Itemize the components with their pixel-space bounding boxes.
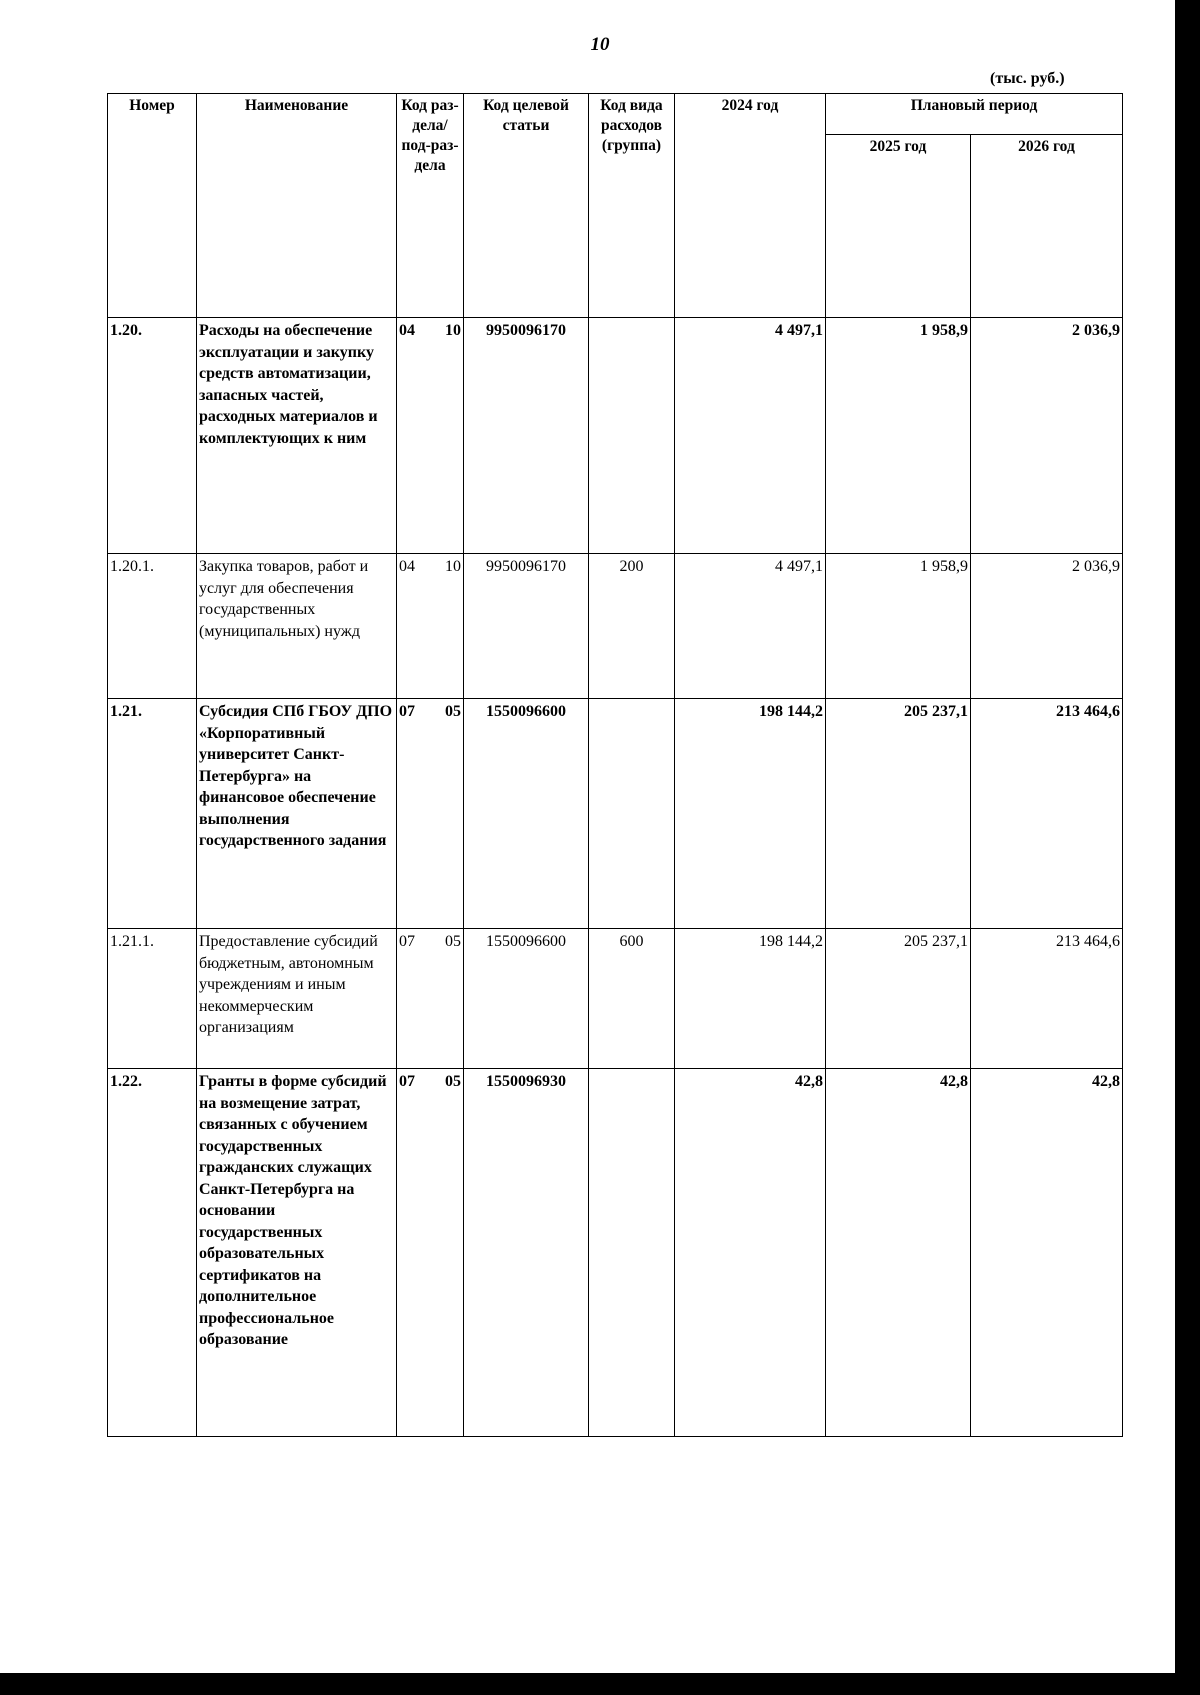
row-target-code: 1550096600 [464,699,589,929]
row-value-2024: 4 497,1 [675,554,826,699]
scan-border-right [1175,0,1200,1695]
subsection-code: 05 [445,933,461,950]
table-row [108,699,1123,929]
table-row [108,929,1123,1069]
table-row [108,554,1123,699]
header-year-2025: 2025 год [826,135,971,318]
row-target-code: 9950096170 [464,318,589,554]
units-label: (тыс. руб.) [990,70,1065,87]
row-value-2024: 42,8 [675,1069,826,1437]
row-value-2025: 42,8 [826,1069,971,1437]
row-expense-type: 600 [589,929,675,1069]
row-name: Закупка товаров, работ и услуг для обеспечения государственных (муниципальных) нужд [197,554,397,699]
section-code: 04 [399,322,415,339]
row-value-2026: 213 464,6 [971,929,1123,1069]
row-section-code [397,1069,464,1437]
header-planned-period: Плановый период [826,94,1123,135]
row-value-2026: 42,8 [971,1069,1123,1437]
row-target-code: 1550096930 [464,1069,589,1437]
row-value-2025: 1 958,9 [826,318,971,554]
header-name: Наименование [197,94,397,318]
header-section-code: Код раз-дела/ под-раз-дела [397,94,464,318]
section-code: 07 [399,1073,415,1090]
header-year-2026: 2026 год [971,135,1123,318]
row-name: Предоставление субсидий бюджетным, автономным учреждениям и иным некоммерческим организациям [197,929,397,1069]
table-row [108,318,1123,554]
row-name: Гранты в форме субсидий на возмещение затрат, связанных с обучением государственных гражданских служащих Санкт-Петербурга на основании государственных образовательных сертификатов на дополнительное профессиональное образование [197,1069,397,1437]
subsection-code: 10 [445,558,461,575]
scan-border-bottom [0,1673,1200,1695]
subsection-code: 05 [445,1073,461,1090]
row-value-2025: 1 958,9 [826,554,971,699]
row-target-code: 1550096600 [464,929,589,1069]
row-value-2024: 198 144,2 [675,929,826,1069]
header-expense-type-code: Код вида расходов (группа) [589,94,675,318]
budget-table [107,93,1123,1437]
subsection-code: 05 [445,703,461,720]
section-code: 07 [399,703,415,720]
row-expense-type: 200 [589,554,675,699]
row-section-code [397,554,464,699]
row-number: 1.21. [108,699,197,929]
header-target-code: Код целевой статьи [464,94,589,318]
row-expense-type [589,1069,675,1437]
section-code: 04 [399,558,415,575]
section-code: 07 [399,933,415,950]
row-name: Расходы на обеспечение эксплуатации и закупку средств автоматизации, запасных частей, расходных материалов и комплектующих к ним [197,318,397,554]
subsection-code: 10 [445,322,461,339]
row-number: 1.22. [108,1069,197,1437]
row-value-2026: 2 036,9 [971,554,1123,699]
row-value-2026: 2 036,9 [971,318,1123,554]
row-target-code: 9950096170 [464,554,589,699]
row-value-2024: 198 144,2 [675,699,826,929]
table-row [108,1069,1123,1437]
row-section-code [397,699,464,929]
page-number: 10 [590,34,610,55]
row-number: 1.20.1. [108,554,197,699]
row-number: 1.20. [108,318,197,554]
row-value-2025: 205 237,1 [826,929,971,1069]
row-number: 1.21.1. [108,929,197,1069]
header-year-2024: 2024 год [675,94,826,318]
row-section-code [397,318,464,554]
row-value-2026: 213 464,6 [971,699,1123,929]
row-value-2025: 205 237,1 [826,699,971,929]
row-section-code [397,929,464,1069]
row-expense-type [589,318,675,554]
row-name: Субсидия СПб ГБОУ ДПО «Корпоративный университет Санкт-Петербурга» на финансовое обеспечение выполнения государственного задания [197,699,397,929]
row-expense-type [589,699,675,929]
header-number: Номер [108,94,197,318]
row-value-2024: 4 497,1 [675,318,826,554]
